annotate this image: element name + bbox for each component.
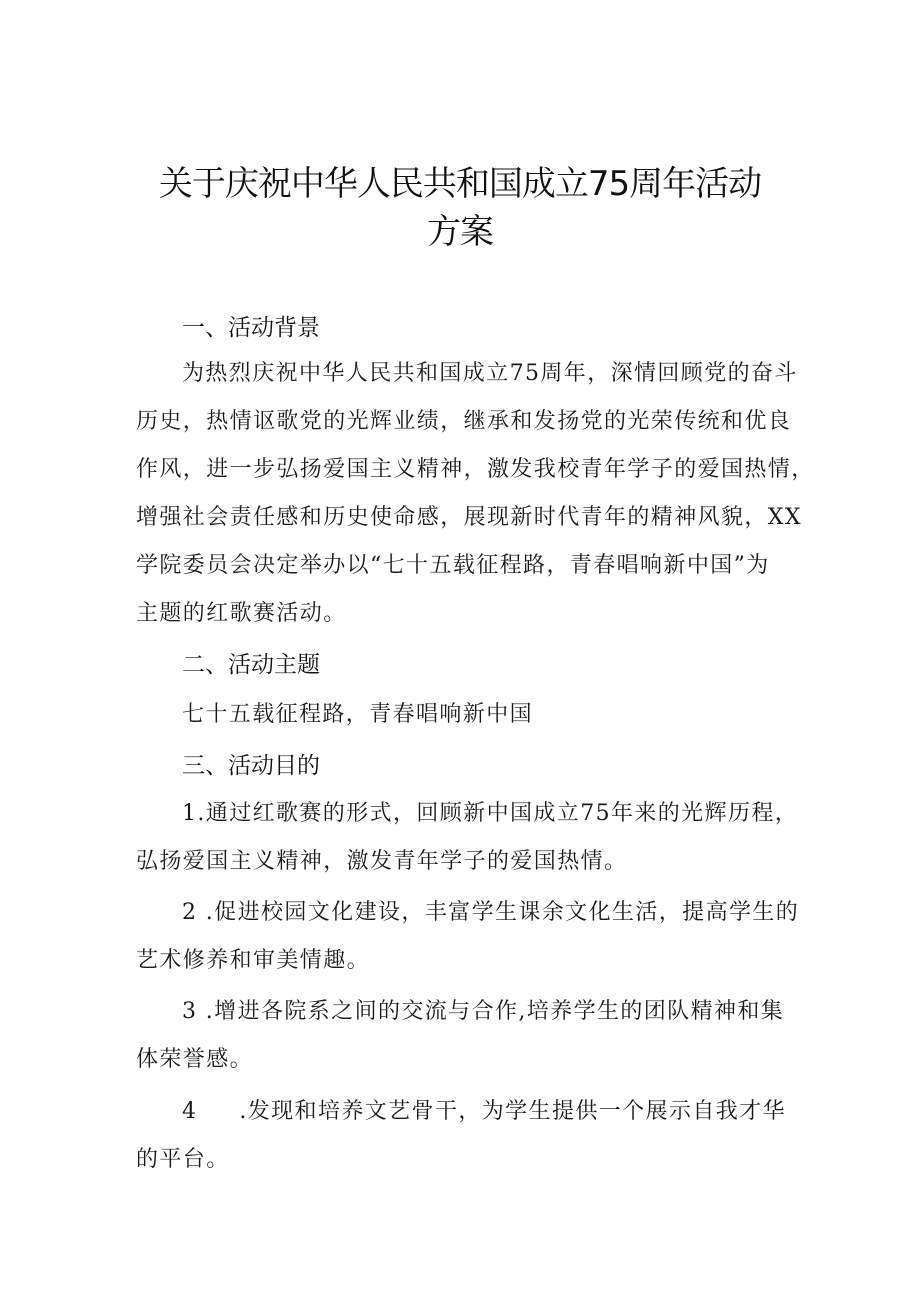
document-title-line-1: 关于庆祝中华人民共和国成立75周年活动 bbox=[158, 164, 762, 204]
section-heading-background: 一、活动背景 bbox=[182, 315, 320, 341]
paragraph-line: 增强社会责任感和历史使命感，展现新时代青年的精神风貌，XX bbox=[136, 505, 802, 530]
theme-text: 七十五载征程路，青春唱响新中国 bbox=[182, 702, 534, 727]
purpose-item-2-line-2: 艺术修养和审美情趣。 bbox=[136, 948, 371, 973]
paragraph-line: 主题的红歌赛活动。 bbox=[136, 601, 347, 626]
paragraph-line: 历史，热情讴歌党的光辉业绩，继承和发扬党的光荣传统和优良 bbox=[136, 409, 792, 434]
paragraph-line: 作风，进一步弘扬爱国主义精神，激发我校青年学子的爱国热情， bbox=[136, 457, 815, 482]
purpose-item-3-line-1: 3 .增进各院系之间的交流与合作,培养学生的团队精神和集 bbox=[182, 999, 785, 1024]
purpose-item-2-line-1: 2 .促进校园文化建设，丰富学生课余文化生活，提高学生的 bbox=[182, 900, 800, 925]
purpose-item-3-line-2: 体荣誉感。 bbox=[136, 1047, 254, 1072]
purpose-item-1-line-2: 弘扬爱国主义精神，激发青年学子的爱国热情。 bbox=[136, 849, 628, 874]
document-title-line-2: 方案 bbox=[427, 212, 493, 252]
purpose-item-4-line-1: 4 .发现和培养文艺骨干，为学生提供一个展示自我才华 bbox=[182, 1099, 786, 1124]
paragraph-line: 为热烈庆祝中华人民共和国成立75周年，深情回顾党的奋斗 bbox=[182, 361, 798, 386]
paragraph-line: 学院委员会决定举办以“七十五载征程路，青春唱响新中国”为 bbox=[136, 553, 770, 578]
section-heading-purpose: 三、活动目的 bbox=[182, 753, 320, 779]
purpose-item-4-line-2: 的平台。 bbox=[136, 1147, 230, 1172]
purpose-item-1-line-1: 1.通过红歌赛的形式，回顾新中国成立75年来的光辉历程， bbox=[182, 801, 799, 826]
section-heading-theme: 二、活动主题 bbox=[182, 652, 320, 678]
